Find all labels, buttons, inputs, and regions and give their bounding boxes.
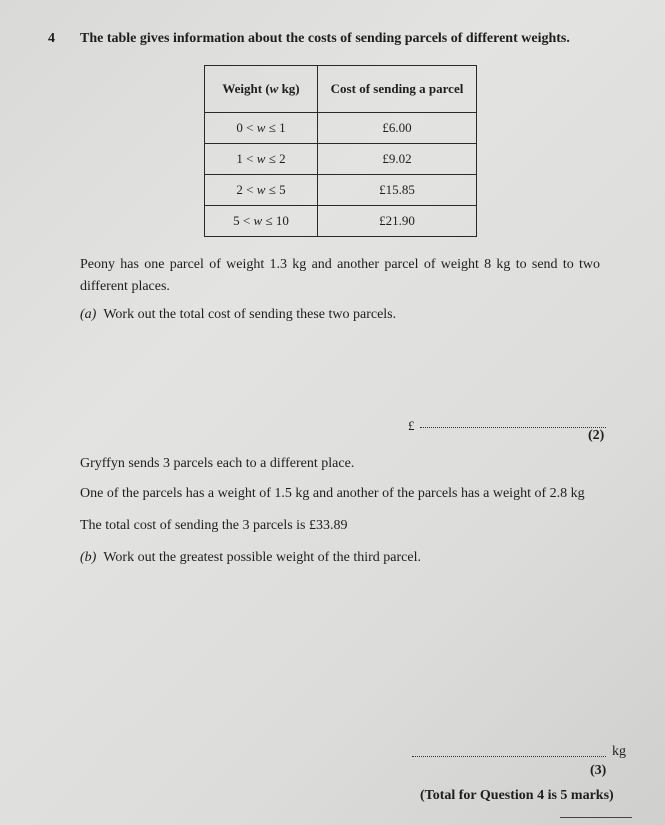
part-b-answer-line[interactable] (412, 756, 606, 757)
parcel-cost-table (204, 65, 477, 237)
gryffyn-paragraph: Gryffyn sends 3 parcels each to a different place. (80, 456, 355, 471)
peony-paragraph: Peony has one parcel of weight 1.3 kg and another parcel of weight 8 kg to send to two different places. (80, 257, 600, 294)
part-b-question (80, 550, 421, 566)
part-a-question (80, 307, 396, 323)
cost-cell: £15.85 (318, 175, 477, 206)
question-number: 4 (48, 31, 55, 46)
total-cost-paragraph: The total cost of sending the 3 parcels is £33.89 (80, 518, 348, 533)
table-header-row (205, 66, 477, 113)
part-a-text: Work out the total cost of sending these two parcels. (103, 307, 397, 322)
weight-range-cell: 1 < w ≤ 2 (205, 144, 318, 175)
part-a-answer-prefix: £ (408, 418, 415, 433)
table-row (205, 206, 477, 237)
cost-column-header: Cost of sending a parcel (318, 66, 477, 113)
cost-cell: £21.90 (318, 206, 477, 237)
question-intro: The table gives information about the costs of sending parcels of different weights. (80, 31, 570, 46)
part-a-answer-line[interactable] (420, 427, 606, 428)
parcel-weights-paragraph: One of the parcels has a weight of 1.5 kg and another of the parcels has a weight of 2.8 kg (80, 486, 585, 501)
cost-cell: £9.02 (318, 144, 477, 175)
weight-range-cell: 0 < w ≤ 1 (205, 113, 318, 144)
part-a-marks: (2) (588, 428, 605, 443)
cost-cell: £6.00 (318, 113, 477, 144)
weight-column-header: Weight (w kg) (205, 66, 318, 113)
part-b-label: (b) (80, 550, 97, 565)
total-marks-statement: (Total for Question 4 is 5 marks) (420, 788, 614, 803)
weight-range-cell: 5 < w ≤ 10 (205, 206, 318, 237)
table-row (205, 144, 477, 175)
table-row (205, 175, 477, 206)
part-b-marks: (3) (590, 763, 607, 778)
part-a-label: (a) (80, 307, 97, 322)
part-b-text: Work out the greatest possible weight of the third parcel. (103, 550, 422, 565)
bottom-rule (560, 817, 632, 818)
weight-range-cell: 2 < w ≤ 5 (205, 175, 318, 206)
table-row (205, 113, 477, 144)
part-b-answer-unit: kg (612, 744, 626, 759)
